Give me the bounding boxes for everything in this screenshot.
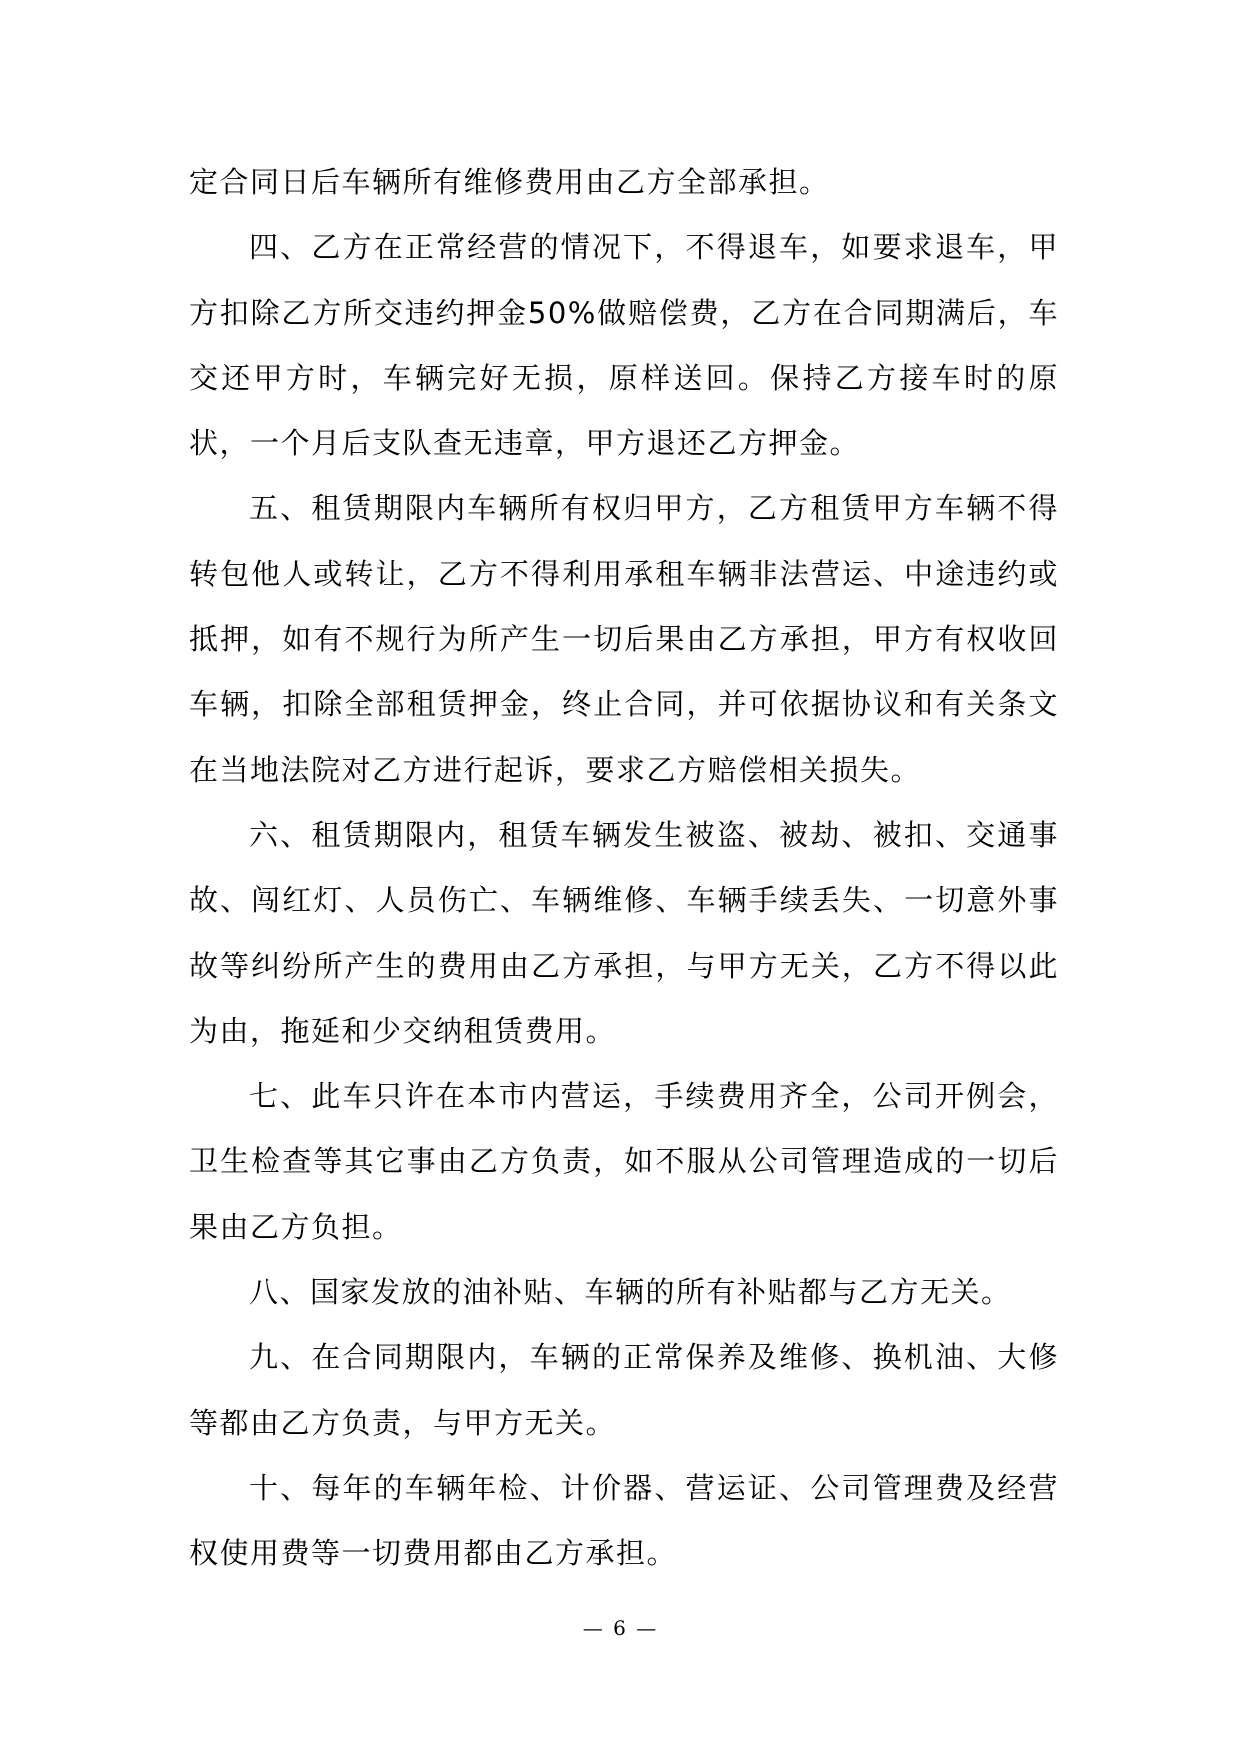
paragraph-clause-10: 十、每年的车辆年检、计价器、营运证、公司管理费及经营权使用费等一切费用都由乙方承担。: [189, 1470, 1059, 1571]
paragraph-clause-5: 五、租赁期限内车辆所有权归甲方，乙方租赁甲方车辆不得转包他人或转让，乙方不得利用承租车辆非法营运、中途违约或抵押，如有不规行为所产生一切后果由乙方承担，甲方有权收回车辆，扣除全部租赁押金，终止合同，并可依据协议和有关条文在当地法院对乙方进行起诉，要求乙方赔偿相关损失。: [189, 491, 1059, 787]
paragraph-continuation: 定合同日后车辆所有维修费用由乙方全部承担。: [189, 165, 830, 199]
paragraph-clause-9: 九、在合同期限内，车辆的正常保养及维修、换机油、大修等都由乙方负责，与甲方无关。: [189, 1340, 1059, 1440]
paragraph-clause-4: 四、乙方在正常经营的情况下，不得退车，如要求退车，甲方扣除乙方所交违约押金50%做赔偿费，乙方在合同期满后，车交还甲方时，车辆完好无损，原样送回。保持乙方接车时的原状，一个月后支队查无违章，甲方退还乙方押金。: [189, 230, 1059, 461]
paragraph-clause-7: 七、此车只许在本市内营运，手续费用齐全，公司开例会，卫生检查等其它事由乙方负责，如不服从公司管理造成的一切后果由乙方负担。: [189, 1079, 1059, 1244]
document-body: [189, 150, 1059, 1587]
paragraph-clause-8: 八、国家发放的油补贴、车辆的所有补贴都与乙方无关。: [249, 1275, 1012, 1310]
page-number: — 6 —: [582, 1616, 659, 1640]
paragraph-clause-6: 六、租赁期限内，租赁车辆发生被盗、被劫、被扣、交通事故、闯红灯、人员伤亡、车辆维修、车辆手续丢失、一切意外事故等纠纷所产生的费用由乙方承担，与甲方无关，乙方不得以此为由，拖延和少交纳租赁费用。: [189, 817, 1059, 1048]
